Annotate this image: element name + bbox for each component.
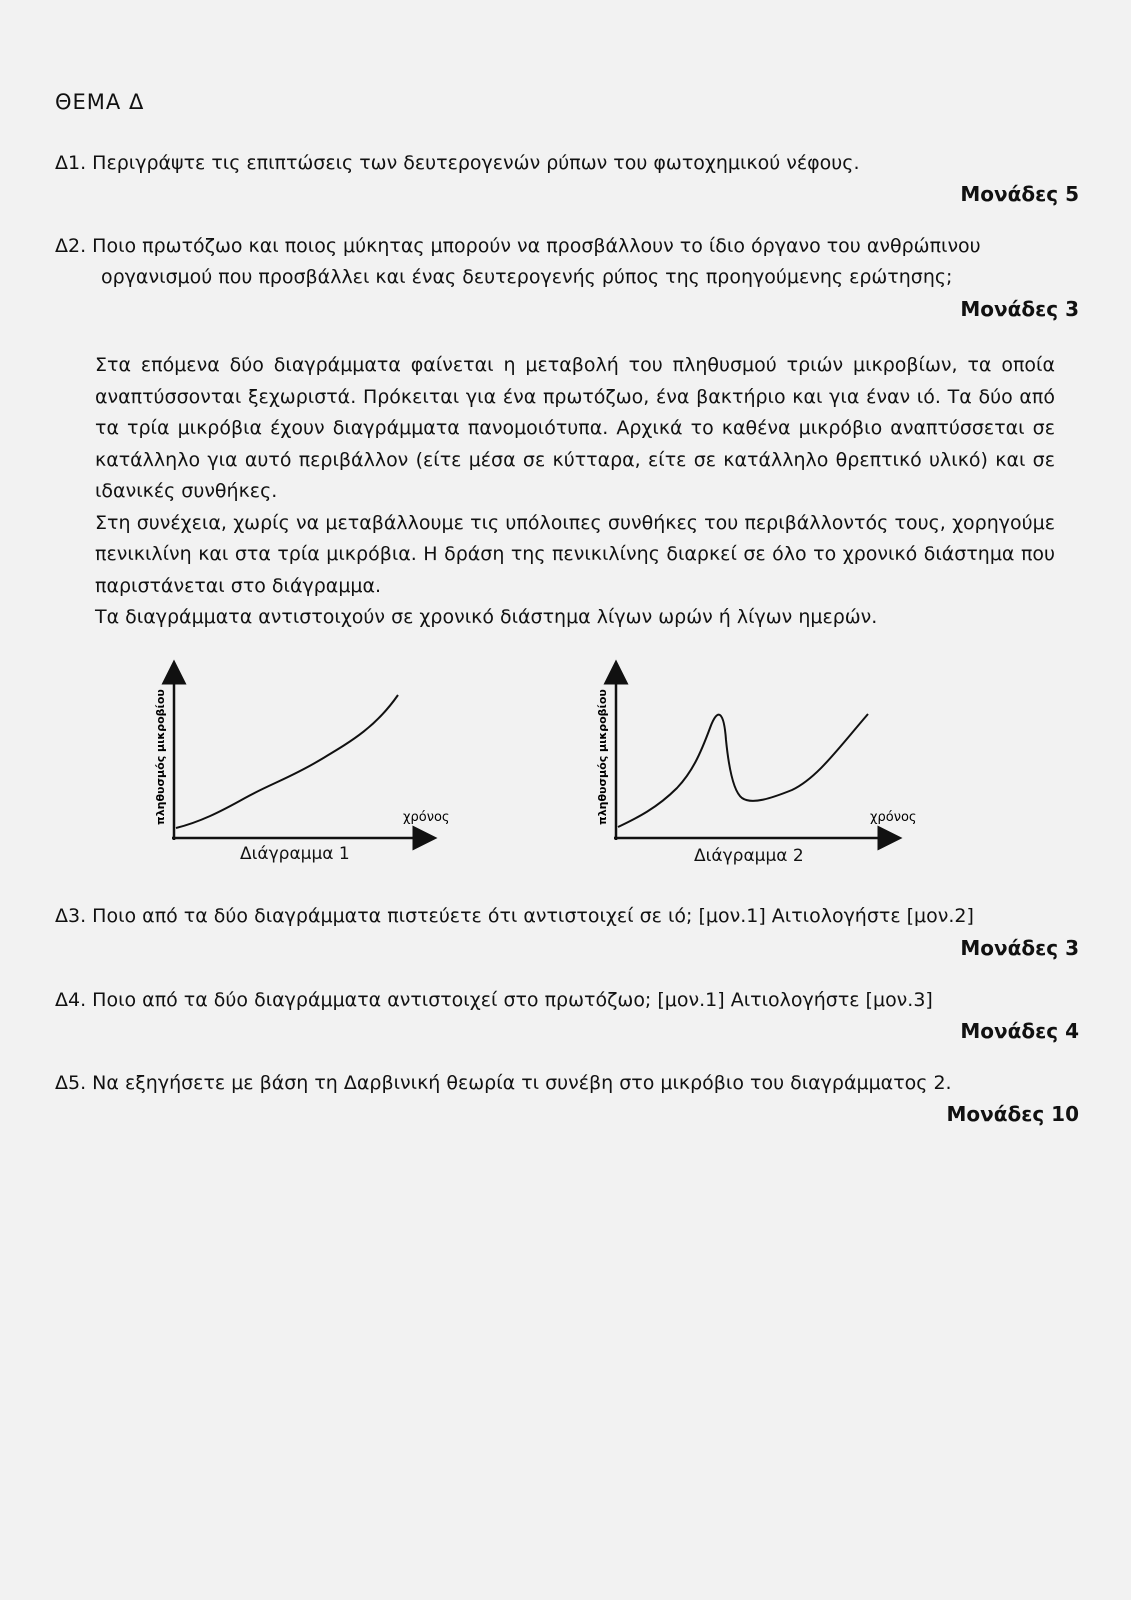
diagram-1	[150, 680, 450, 864]
question-d5-marks: Μονάδες 10	[946, 1102, 1079, 1126]
question-d2	[55, 231, 1075, 293]
intro-paragraph-3: Τα διαγράμματα αντιστοιχούν σε χρονικό διάστημα λίγων ωρών ή λίγων ημερών.	[95, 606, 878, 628]
question-d5	[55, 1068, 1075, 1099]
diagram-2-caption: Διάγραμμα 2	[694, 846, 804, 866]
question-d2-text: Δ2. Ποιο πρωτόζωο και ποιος μύκητας μπορούν να προσβάλλουν το ίδιο όργανο του ανθρώπινου	[55, 235, 981, 257]
question-d4-text: Δ4. Ποιο από τα δύο διαγράμματα αντιστοιχεί στο πρωτόζωο; [μον.1] Αιτιολογήστε [μον.3]	[55, 989, 933, 1011]
question-d1	[55, 148, 1075, 179]
question-d2-marks: Μονάδες 3	[960, 297, 1079, 321]
diagram-2-ylabel: πληθυσμός μικροβίου	[596, 689, 609, 825]
question-d2-text-continued: οργανισμού που προσβάλλει και ένας δευτερογενής ρύπος της προηγούμενης ερώτησης;	[101, 266, 953, 288]
question-d3-marks: Μονάδες 3	[960, 936, 1079, 960]
question-d1-marks: Μονάδες 5	[960, 182, 1079, 206]
diagram-1-curve	[176, 695, 398, 828]
question-d5-text: Δ5. Να εξηγήσετε με βάση τη Δαρβινική θεωρία τι συνέβη στο μικρόβιο του διαγράμματος 2.	[55, 1072, 952, 1094]
question-d3	[55, 901, 1075, 932]
question-d4	[55, 985, 1075, 1016]
diagram-2-plot	[592, 680, 917, 840]
diagram-1-plot	[150, 680, 450, 840]
question-d3-text: Δ3. Ποιο από τα δύο διαγράμματα πιστεύετε ότι αντιστοιχεί σε ιό; [μον.1] Αιτιολογήστε [μον.2]	[55, 905, 974, 927]
diagram-2	[592, 680, 917, 866]
question-d4-marks: Μονάδες 4	[960, 1019, 1079, 1043]
intro-paragraph	[95, 350, 1055, 634]
diagram-1-ylabel: πληθυσμός μικροβίου	[154, 689, 167, 825]
diagram-1-caption: Διάγραμμα 1	[240, 844, 350, 864]
intro-paragraph-1: Στα επόμενα δύο διαγράμματα φαίνεται η μεταβολή του πληθυσμού τριών μικροβίων, τα οποία αναπτύσσονται ξεχωριστά. Πρόκειται για ένα πρωτόζωο, ένα βακτήριο και για έναν ιό. Τα δύο από τα τρία μικρόβια έχουν διαγράμματα πανομοιότυπα. Αρχικά το καθένα μικρόβιο αναπτύσσεται σε κατάλληλο για αυτό περιβάλλον (είτε μέσα σε κύτταρα, είτε σε κατάλληλο θρεπτικό υλικό) και σε ιδανικές συνθήκες.	[95, 354, 1055, 502]
diagram-2-xlabel: χρόνος	[870, 810, 917, 825]
intro-paragraph-2: Στη συνέχεια, χωρίς να μεταβάλλουμε τις υπόλοιπες συνθήκες του περιβάλλοντός τους, χορηγούμε πενικιλίνη και στα τρία μικρόβια. Η δράση της πενικιλίνης διαρκεί σε όλο το χρονικό διάστημα που παριστάνεται στο διάγραμμα.	[95, 511, 1055, 597]
question-d1-text: Δ1. Περιγράψτε τις επιπτώσεις των δευτερογενών ρύπων του φωτοχημικού νέφους.	[55, 152, 860, 174]
diagram-1-xlabel: χρόνος	[403, 810, 450, 825]
section-title: ΘΕΜΑ Δ	[55, 90, 145, 114]
diagram-2-curve	[618, 714, 868, 827]
